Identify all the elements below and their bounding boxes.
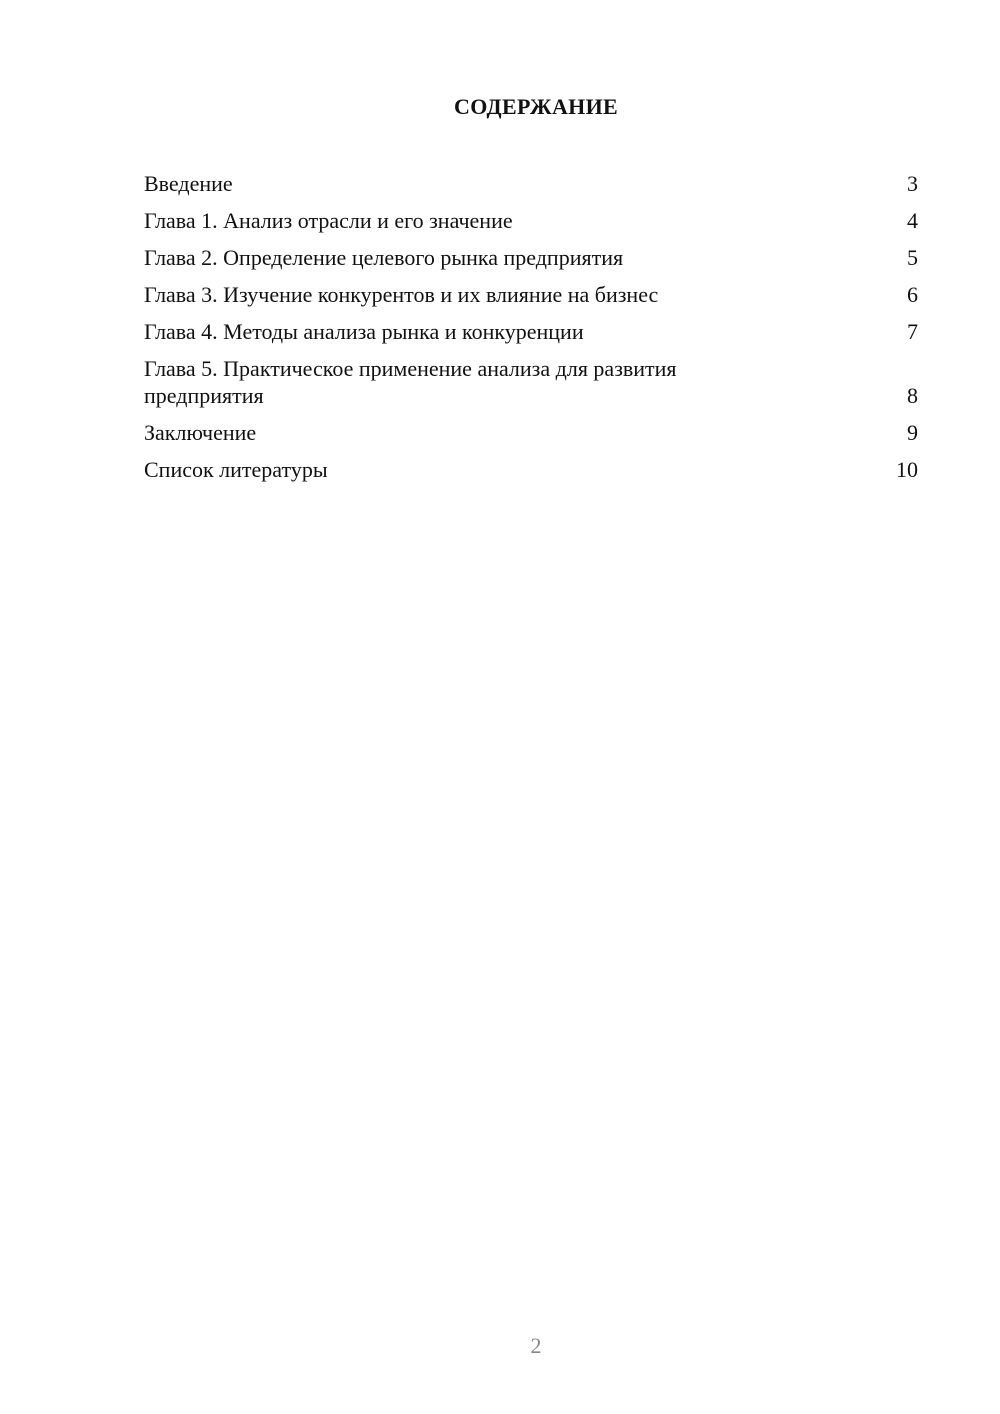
toc-entry-text: Глава 3. Изучение конкурентов и их влияние на бизнес bbox=[144, 282, 659, 307]
toc-entry-page: 7 bbox=[907, 319, 918, 344]
toc-entry-text: Глава 4. Методы анализа рынка и конкуренции bbox=[144, 319, 584, 344]
toc-entry-introduction bbox=[144, 170, 918, 197]
toc-entry-text: Введение bbox=[144, 171, 233, 196]
toc-entry-text: Список литературы bbox=[144, 457, 328, 482]
page-number: 2 bbox=[530, 1333, 542, 1358]
toc-entry-text: Заключение bbox=[144, 420, 257, 445]
toc-entry-page: 9 bbox=[907, 420, 918, 445]
toc-entry-text: Глава 5. Практическое применение анализа для развития предприятия bbox=[144, 356, 677, 408]
table-of-contents bbox=[144, 170, 918, 493]
toc-entry-text: Глава 2. Определение целевого рынка предприятия bbox=[144, 245, 624, 270]
toc-entry-chapter-2 bbox=[144, 244, 918, 271]
toc-entry-page: 4 bbox=[907, 208, 918, 233]
toc-entry-page: 6 bbox=[907, 282, 918, 307]
toc-entry-chapter-5 bbox=[144, 355, 918, 409]
toc-entry-conclusion bbox=[144, 419, 918, 446]
toc-entry-references bbox=[144, 456, 918, 483]
toc-entry-chapter-1 bbox=[144, 207, 918, 234]
toc-entry-chapter-4 bbox=[144, 318, 918, 345]
toc-entry-page: 3 bbox=[907, 171, 918, 196]
toc-entry-page: 5 bbox=[907, 245, 918, 270]
toc-entry-page: 8 bbox=[907, 383, 918, 408]
toc-entry-text: Глава 1. Анализ отрасли и его значение bbox=[144, 208, 513, 233]
toc-title: СОДЕРЖАНИЕ bbox=[454, 94, 618, 119]
toc-entry-chapter-3 bbox=[144, 281, 918, 308]
toc-entry-page: 10 bbox=[896, 457, 918, 482]
